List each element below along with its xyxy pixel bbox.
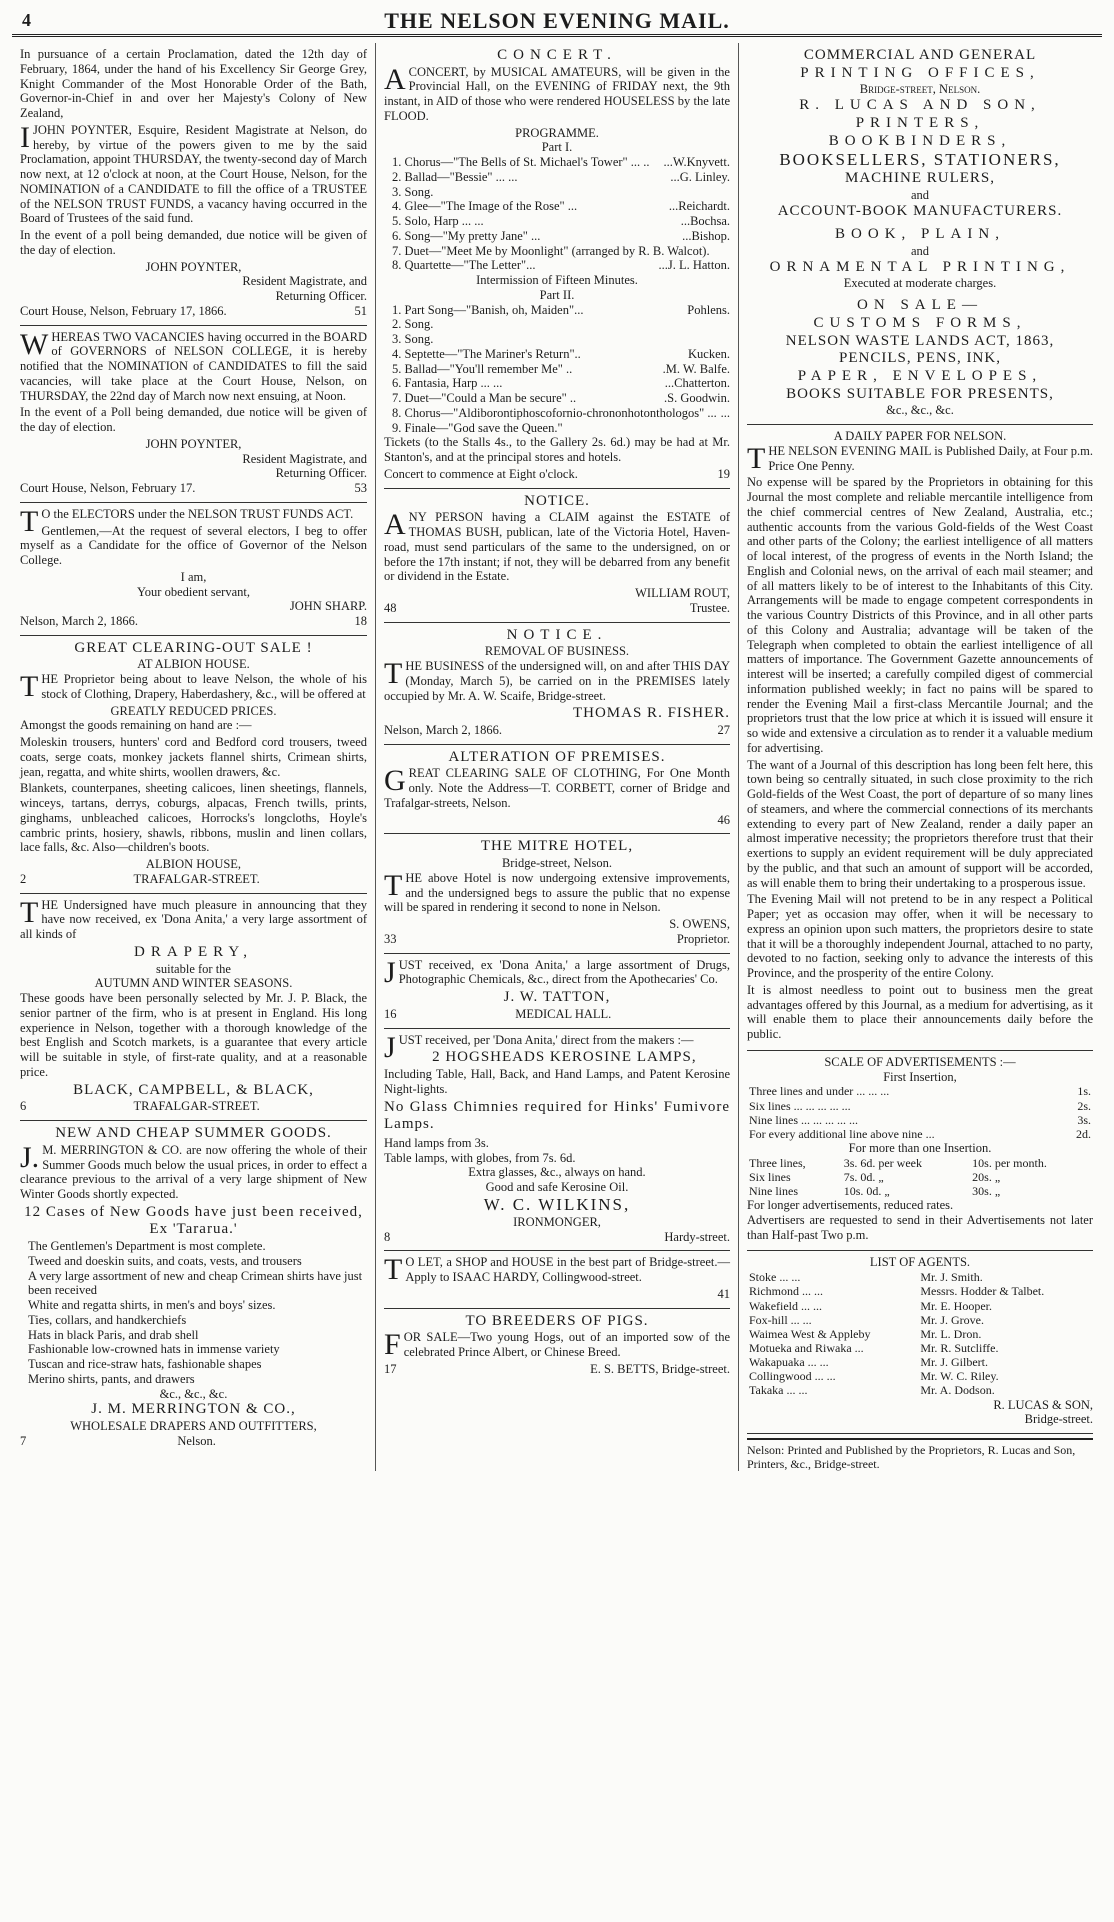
- list-item: White and regatta shirts, in men's and boys' sizes.: [28, 1298, 276, 1313]
- ad-body: Including Table, Hall, Back, and Hand Lamps, and Patent Kerosine Night-lights.: [384, 1067, 730, 1096]
- ad-heading: 2 HOGSHEADS KEROSINE LAMPS,: [432, 1049, 697, 1066]
- masthead: [12, 8, 1102, 37]
- closing: Your obedient servant,: [137, 584, 250, 599]
- ad-heading: THE MITRE HOTEL,: [480, 838, 634, 855]
- programme-list: [384, 155, 730, 273]
- programme-item: [392, 376, 730, 391]
- college-vacancies-notice: [20, 326, 367, 503]
- estate-notice: [384, 489, 730, 623]
- notice-intro: In pursuance of a certain Proclamation, dated the 12th day of February, 1864, under the hand of his Excellency Sir George Grey, Knight Commander of the Most Honorable Order of the Bath, Governor-in-Chief in and over her Majesty's Colony of New Zealand,: [20, 47, 367, 120]
- table-row: [747, 1327, 1093, 1341]
- programme-item: [392, 332, 730, 347]
- rates-table: [747, 1084, 1093, 1141]
- agent-place: Richmond ... ...: [749, 1284, 823, 1299]
- summer-goods-ad: [20, 1121, 367, 1455]
- ad-number: 48: [384, 600, 397, 615]
- ad-body: JUST received, ex 'Dona Anita,' a large assortment of Drugs, Photographic Chemicals, &c., direct from the Apothecaries' Co.: [384, 955, 730, 989]
- ad-heading: NEW AND CHEAP SUMMER GOODS.: [55, 1125, 332, 1142]
- signatory: JOHN POYNTER,: [145, 259, 242, 274]
- tatton-ad: [384, 954, 730, 1029]
- programme-composer: ...J. L. Hatton.: [658, 258, 730, 273]
- shop-street: TRAFALGAR-STREET.: [133, 871, 260, 886]
- trade-line: BOOKBINDERS,: [828, 132, 1012, 149]
- agent-name: Mr. J. Grove.: [920, 1312, 985, 1327]
- ad-body: TO LET, a SHOP and HOUSE in the best part of Bridge-street.—Apply to ISAAC HARDY, Collingwood-street.: [384, 1253, 730, 1287]
- programme-item: [392, 317, 730, 332]
- table-row: [747, 1369, 1093, 1383]
- trade-line: BOOK, PLAIN,: [835, 226, 1005, 243]
- programme-composer: ...G. Linley.: [670, 169, 730, 184]
- firm-name: BLACK, CAMPBELL, & BLACK,: [73, 1081, 314, 1098]
- programme-composer: ...Bishop.: [682, 228, 730, 243]
- ad-heading: PRINTING OFFICES,: [800, 64, 1040, 81]
- column-3: [738, 43, 1101, 1471]
- programme-title: 2. Song.: [392, 317, 434, 332]
- programme-title: 6. Song—"My pretty Jane" ...: [392, 228, 541, 243]
- ad-body: suitable for the: [156, 961, 231, 976]
- sale-item: PENCILS, PENS, INK,: [839, 350, 1001, 367]
- shop-street: Hardy-street.: [664, 1229, 730, 1244]
- agent-place: Wakapuaka ... ...: [749, 1355, 829, 1370]
- programme-composer: ...W.Knyvett.: [663, 155, 730, 170]
- price-line: Table lamps, with globes, from 7s. 6d.: [384, 1150, 576, 1165]
- signatory: E. S. BETTS, Bridge-street.: [590, 1361, 730, 1376]
- ad-heading: NOTICE.: [506, 626, 608, 643]
- ad-number: 8: [384, 1229, 391, 1244]
- table-row: [747, 1156, 1093, 1170]
- electors-notice: [20, 503, 367, 636]
- notice-place: Court House, Nelson, February 17.: [20, 481, 196, 495]
- firm-name: R. LUCAS AND SON,: [799, 97, 1041, 114]
- ad-subheading: GREATLY REDUCED PRICES.: [110, 703, 277, 718]
- agent-name: Messrs. Hodder & Talbet.: [920, 1284, 1045, 1299]
- programme-title: 7. Duet—"Meet Me by Moonlight" (arranged by R. B. Walcot).: [392, 243, 710, 258]
- rate-label: Nine lines ... ... ... ... ...: [749, 1112, 858, 1127]
- rate-price: 2s.: [1077, 1098, 1091, 1113]
- list-item: Hats in black Paris, and drab shell: [28, 1327, 199, 1342]
- table-row: [747, 1170, 1093, 1184]
- ad-heading: TO BREEDERS OF PIGS.: [465, 1312, 649, 1329]
- trade-line: ORNAMENTAL PRINTING,: [769, 258, 1071, 275]
- trade-line: PRINTERS,: [855, 114, 985, 131]
- ad-subheading: REMOVAL OF BUSINESS.: [484, 644, 630, 659]
- agent-place: Stoke ... ...: [749, 1270, 801, 1285]
- rate-month: 30s. „: [972, 1184, 1001, 1199]
- notice-poll: In the event of a Poll being demanded, due notice will be given of the day of election.: [20, 405, 367, 434]
- goods-list: Blankets, counterpanes, sheeting calicoes, linen sheetings, flannels, winceys, tartans, derrys, coburgs, alpacas, French twills, prints, ginghams, unbleached calicoes, Horrocks's longcloths, Hoyle's cambric prints, hosiery, shawls, ribbons, muslin and linen collars, lace falls, &c. Also—children's boots.: [20, 781, 367, 855]
- conjunction: and: [910, 187, 930, 202]
- programme-item: [392, 199, 730, 214]
- ad-number: 51: [354, 303, 367, 318]
- ad-heading: GREAT CLEARING-OUT SALE !: [74, 639, 313, 656]
- agent-place: Fox-hill ... ...: [749, 1312, 812, 1327]
- rate-label: Three lines and under ... ... ...: [749, 1084, 890, 1099]
- ad-subheading: PROGRAMME.: [515, 125, 599, 140]
- conjunction: and: [910, 244, 930, 259]
- programme-item: [392, 244, 730, 259]
- signatory: THOMAS R. FISHER.: [572, 705, 730, 722]
- programme-title: 2. Ballad—"Bessie" ... ...: [392, 169, 518, 184]
- programme-title: 5. Ballad—"You'll remember Me" ..: [392, 361, 573, 376]
- table-row: [747, 1270, 1093, 1284]
- shop-name: ALBION HOUSE,: [145, 857, 242, 872]
- ad-body: Amongst the goods remaining on hand are :—: [20, 718, 252, 733]
- rates-table: [747, 1156, 1093, 1198]
- agent-name: Mr. R. Sutcliffe.: [920, 1340, 999, 1355]
- ad-body: &c., &c., &c.: [159, 1386, 228, 1401]
- drapery-ad: [20, 894, 367, 1121]
- signatory: JOHN POYNTER,: [145, 436, 242, 451]
- ad-number: 16: [384, 1006, 397, 1021]
- agent-name: Mr. A. Dodson.: [920, 1383, 995, 1398]
- ad-body: For longer advertisements, reduced rates.: [747, 1198, 954, 1213]
- list-item: The Gentlemen's Department is most complete.: [28, 1239, 266, 1254]
- programme-title: 4. Glee—"The Image of the Rose" ...: [392, 199, 578, 214]
- ad-subheading: 12 Cases of New Goods have just been received, Ex 'Tararua.': [24, 1203, 363, 1238]
- notice-place: Court House, Nelson, February 17, 1866.: [20, 303, 227, 318]
- ad-body: Executed at moderate charges.: [843, 276, 997, 291]
- ad-body: THE BUSINESS of the undersigned will, on and after THIS DAY (Monday, March 5), be carried on in the PREMISES lately occupied by Mr. A. W. Scaife, Bridge-street.: [384, 657, 730, 703]
- agents-table: [747, 1270, 1093, 1397]
- firm-trade: IRONMONGER,: [513, 1214, 601, 1229]
- firm-name: J. M. MERRINGTON & CO.,: [91, 1401, 296, 1418]
- sale-item: BOOKS SUITABLE FOR PRESENTS,: [786, 385, 1054, 402]
- list-item: A very large assortment of new and cheap Crimean shirts have just been received: [28, 1268, 363, 1298]
- programme-item: [392, 170, 730, 185]
- signatory-role: Returning Officer.: [275, 289, 367, 303]
- table-row: [747, 1084, 1093, 1098]
- ad-heading: COMMERCIAL AND GENERAL: [803, 47, 1037, 63]
- rate-week: 10s. 0d. „: [843, 1184, 890, 1199]
- rate-label: Nine lines: [749, 1184, 798, 1199]
- programme-composer: ...Bochsa.: [680, 214, 730, 229]
- list-item: Fashionable low-crowned hats in immense variety: [28, 1342, 280, 1357]
- price-line: Hand lamps from 3s.: [384, 1135, 489, 1150]
- rate-label: Three lines,: [749, 1155, 806, 1170]
- programme-item: [392, 391, 730, 406]
- programme-title: 1. Chorus—"The Bells of St. Michael's Tower" ... ..: [392, 155, 650, 170]
- ad-number: 27: [717, 723, 730, 737]
- ad-body: THE Undersigned have much pleasure in announcing that they have now received, ex 'Dona Anita,' a very large assortment of all kinds of: [20, 895, 367, 942]
- programme-title: 8. Chorus—"Aldiborontiphoscofornio-chrononhotonthologos" ...: [392, 405, 717, 420]
- programme-composer: ...Chatterton.: [664, 376, 730, 391]
- firm-name: J. W. TATTON,: [503, 989, 611, 1006]
- concert-ad: [384, 43, 730, 489]
- ad-heading: TO the ELECTORS under the NELSON TRUST FUNDS ACT.: [20, 504, 354, 538]
- newspaper-page: [0, 8, 1114, 1922]
- daily-paper-notice: [747, 425, 1093, 1051]
- agent-name: Mr. J. Gilbert.: [920, 1355, 989, 1370]
- article-paragraph: THE NELSON EVENING MAIL is Published Daily, at Four p.m. Price One Penny.: [747, 441, 1093, 475]
- programme-title: 6. Fantasia, Harp ... ...: [392, 376, 503, 391]
- rate-week: 3s. 6d. per week: [843, 1155, 922, 1170]
- mitre-hotel-ad: [384, 834, 730, 953]
- ad-number: 18: [354, 614, 367, 628]
- ad-subheading: Bridge-street, Nelson.: [859, 82, 981, 97]
- programme-interval: Intermission of Fifteen Minutes.: [476, 273, 638, 288]
- firm-trade: WHOLESALE DRAPERS AND OUTFITTERS,: [70, 1419, 317, 1434]
- signatory-role: Resident Magistrate, and: [242, 451, 367, 466]
- rate-label: Six lines ... ... ... ... ...: [749, 1098, 851, 1113]
- notice-body: IJOHN POYNTER, Esquire, Resident Magistrate at Nelson, do hereby, by virtue of the powers given to me by the said Proclamation, appoint THURSDAY, the twenty-second day of March now next, at 12 o'clock at noon, at the Court House, Nelson, for the NOMINATION of a CANDIDATE to fill the office of a TRUSTEE of the NELSON TRUST FUNDS, a vacancy having occurred in the Board of Trustees of the said fund.: [20, 120, 367, 226]
- programme-item: [392, 258, 730, 273]
- table-row: [747, 1127, 1093, 1141]
- signatory-role: Proprietor.: [676, 931, 730, 946]
- shop-street: Bridge-street.: [1024, 1412, 1093, 1427]
- sale-item: PAPER, ENVELOPES,: [797, 367, 1043, 384]
- notice-place: Nelson, March 2, 1866.: [20, 614, 139, 628]
- article-paragraph: It is almost needless to point out to business men the great advantages offered by this Journal, as a medium for advertising, as it will enable them to place their announcements daily before the public.: [747, 982, 1093, 1042]
- trustee-notice: [20, 43, 367, 326]
- table-row: [747, 1355, 1093, 1369]
- ad-heading: DRAPERY,: [133, 943, 253, 960]
- firm-name: R. LUCAS & SON,: [993, 1397, 1093, 1412]
- table-row: [747, 1313, 1093, 1327]
- firm-trade: MEDICAL HALL.: [515, 1006, 612, 1021]
- ad-body: Tickets (to the Stalls 4s., to the Gallery 2s. 6d.) may be had at Mr. Stanton's, and at the principal stores and hotels.: [384, 435, 730, 465]
- goods-list: Moleskin trousers, hunters' cord and Bedford cord trousers, tweed coats, serge coats, monkey jackets flannel shirts, Crimean shirts, jean, regatta, and white shirts, woollen drawers, &c.: [20, 735, 367, 779]
- ad-number: 33: [384, 931, 397, 946]
- programme-part: Part II.: [539, 287, 575, 302]
- rate-label: Six lines: [749, 1169, 791, 1184]
- ad-body: These goods have been personally selected by Mr. J. P. Black, the senior partner of the firm, who is at present in England. His long experience in Nelson, together with a thorough knowledge of the best English and Scotch markets, is a guarantee that every article will be suitable in style, of first-rate quality, and at a reasonable price.: [20, 991, 367, 1079]
- to-let-ad: [384, 1251, 730, 1308]
- agent-name: Mr. W. C. Riley.: [920, 1369, 999, 1384]
- agent-name: Mr. L. Dron.: [920, 1326, 982, 1341]
- signatory: JOHN SHARP.: [289, 599, 367, 614]
- article-paragraph: The Evening Mail will not pretend to be in any respect a Political Paper; yet as occasion may offer, when it will be necessary to express an opinion upon such matters, the proprietors desire to state that it will be a thoroughly independent Journal, attached to no party, devoted to no faction, seeking only to advance the interests of this Province, and the prosperity of the entire Colony.: [747, 892, 1093, 981]
- list-item: Tweed and doeskin suits, and coats, vests, and trousers: [28, 1253, 302, 1268]
- table-row: [747, 1099, 1093, 1113]
- programme-title: 7. Duet—"Could a Man be secure" ..: [392, 391, 577, 406]
- clearing-sale-ad: [20, 636, 367, 894]
- sale-item: &c., &c., &c.: [886, 403, 954, 418]
- programme-title: 9. Finale—"God save the Queen.": [392, 420, 563, 435]
- ad-body: JUST received, per 'Dona Anita,' direct from the makers :—: [384, 1030, 694, 1064]
- trade-line: BOOKSELLERS, STATIONERS,: [779, 150, 1061, 170]
- advertising-rates: [747, 1051, 1093, 1252]
- programme-list: [384, 303, 730, 436]
- rate-month: 10s. per month.: [972, 1155, 1047, 1170]
- ad-body: J.M. MERRINGTON & CO. are now offering the whole of their Summer Goods much below the usual prices, in order to effect a clearance previous to the arrival of a very large shipment of New Winter Goods shortly expected.: [20, 1140, 367, 1201]
- ad-body: Advertisers are requested to send in their Advertisements not later than Half-past Two p.m.: [747, 1212, 1093, 1242]
- ad-subheading: For more than one Insertion.: [848, 1140, 992, 1155]
- programme-item: [392, 185, 730, 200]
- column-1: [12, 43, 375, 1471]
- rate-price: 1s.: [1077, 1084, 1091, 1099]
- ad-subheading: Bridge-street, Nelson.: [501, 856, 613, 871]
- notice-body: WHEREAS TWO VACANCIES having occurred in the BOARD of GOVERNORS of NELSON COLLEGE, it is hereby notified that the NOMINATION of CANDIDATES to fill the said vacancies, will take place at the Court House, Nelson, on THURSDAY, the 22nd day of March now next ensuing, at Noon.: [20, 327, 367, 403]
- rate-price: 3s.: [1077, 1112, 1091, 1127]
- closing: I am,: [180, 569, 207, 584]
- sale-item: CUSTOMS FORMS,: [813, 314, 1027, 331]
- programme-item: [392, 421, 730, 436]
- programme-item: [392, 406, 730, 421]
- alteration-ad: [384, 745, 730, 835]
- signatory-role: Returning Officer.: [275, 466, 367, 481]
- ad-body: GREAT CLEARING SALE OF CLOTHING, For One Month only. Note the Address—T. CORBETT, corner of Bridge and Trafalgar-streets, Nelson.: [384, 764, 730, 810]
- ad-body: Good and safe Kerosine Oil.: [485, 1180, 629, 1195]
- printing-offices-ad: [747, 43, 1093, 425]
- table-row: [747, 1341, 1093, 1355]
- list-item: Tuscan and rice-straw hats, fashionable shapes: [28, 1357, 262, 1372]
- programme-composer: ...: [720, 405, 730, 420]
- programme-title: 5. Solo, Harp ... ...: [392, 214, 484, 229]
- table-row: [747, 1113, 1093, 1127]
- ad-subheading: ON SALE—: [857, 297, 983, 314]
- ad-number: 7: [20, 1433, 27, 1448]
- list-item: Ties, collars, and handkerchiefs: [28, 1312, 187, 1327]
- agent-place: Wakefield ... ...: [749, 1298, 823, 1313]
- firm-name: W. C. WILKINS,: [483, 1194, 631, 1214]
- agents-list: [747, 1251, 1093, 1434]
- agent-name: Mr. E. Hooper.: [920, 1298, 993, 1313]
- programme-title: 1. Part Song—"Banish, oh, Maiden"...: [392, 302, 584, 317]
- removal-notice: [384, 623, 730, 745]
- table-row: [747, 1284, 1093, 1298]
- programme-part: Part I.: [541, 140, 573, 155]
- rate-week: 7s. 0d. „: [843, 1169, 884, 1184]
- trade-line: ACCOUNT-BOOK MANUFACTURERS.: [777, 202, 1063, 219]
- agent-name: Mr. J. Smith.: [920, 1270, 983, 1285]
- programme-composer: .M. W. Balfe.: [662, 361, 730, 376]
- ad-heading: LIST OF AGENTS.: [869, 1255, 971, 1270]
- newspaper-title: THE NELSON EVENING MAIL.: [384, 8, 730, 33]
- programme-title: 3. Song.: [392, 184, 434, 199]
- programme-composer: Kucken.: [688, 346, 730, 361]
- ad-body: Concert to commence at Eight o'clock.: [384, 466, 578, 481]
- trade-line: MACHINE RULERS,: [844, 170, 995, 187]
- ad-heading: NOTICE.: [524, 492, 590, 509]
- table-row: [747, 1184, 1093, 1198]
- signatory: WILLIAM ROUT,: [635, 586, 730, 601]
- ad-number: 53: [354, 481, 367, 495]
- programme-item: [392, 229, 730, 244]
- rate-price: 2d.: [1076, 1126, 1091, 1141]
- ad-body: Gentlemen,—At the request of several electors, I beg to offer myself as a Candidate for the office of Governor of the Nelson College.: [20, 523, 367, 567]
- notice-poll: In the event of a poll being demanded, due notice will be given of the day of election.: [20, 228, 367, 257]
- page-number: 4: [22, 10, 31, 30]
- rate-month: 20s. „: [972, 1169, 1001, 1184]
- kerosine-ad: [384, 1029, 730, 1252]
- programme-title: 8. Quartette—"The Letter"...: [392, 258, 536, 273]
- ad-number: 46: [717, 812, 730, 827]
- pigs-ad: [384, 1309, 730, 1383]
- ad-heading: A DAILY PAPER FOR NELSON.: [833, 429, 1007, 444]
- ad-body: Extra glasses, &c., always on hand.: [468, 1165, 646, 1180]
- ad-number: 17: [384, 1361, 397, 1376]
- table-row: [747, 1299, 1093, 1313]
- ad-body: THE Proprietor being about to leave Nelson, the whole of his stock of Clothing, Drapery, Haberdashery, &c., will be offered at: [20, 670, 367, 704]
- programme-title: 3. Song.: [392, 332, 434, 347]
- ad-number: 19: [717, 466, 730, 481]
- programme-item: [392, 347, 730, 362]
- ad-body: ANY PERSON having a CLAIM against the ESTATE of THOMAS BUSH, publican, late of the Victoria Hotel, Haven-road, must send particulars of the same to the undersigned, on or before the 17th instant; if not, they will be debarred from any benefit or dividend in the Estate.: [384, 508, 730, 584]
- article-paragraph: The want of a Journal of this description has long been felt here, this town being so centrally situated, in such close proximity to the rich Gold-fields of the West Coast, the port of departure of so many lines of steamers, and where the commercial connections of its merchants extending to every part of New Zealand, render a daily paper an almost imperative necessity; the proprietors therefore trust that their exertions to supply an evident requirement will be duly appreciated by the public, and that such an amount of support will be accorded, as will enable them to bring their undertaking to a prosperous issue.: [747, 757, 1093, 890]
- ad-subheading: AT ALBION HOUSE.: [137, 657, 250, 672]
- ad-number: 6: [20, 1099, 27, 1114]
- agent-place: Motueka and Riwaka ...: [749, 1340, 864, 1355]
- shop-street: Nelson.: [177, 1433, 216, 1448]
- signatory-role: Resident Magistrate, and: [242, 274, 367, 289]
- programme-item: [392, 214, 730, 229]
- programme-title: 4. Septette—"The Mariner's Return"..: [392, 346, 581, 361]
- ad-heading: ALTERATION OF PREMISES.: [448, 748, 666, 765]
- ad-body: THE above Hotel is now undergoing extensive improvements, and the undersigned begs to assure the public that no expense will be spared in rendering it second to none in Nelson.: [384, 868, 730, 915]
- article-paragraph: No expense will be spared by the Proprietors in obtaining for this Journal the most complete and reliable mercantile intelligence from the chief commercial centres of New Zealand, Australia, etc.; authentic accounts from the various Gold-fields of the West Coast and other parts of the Colony; the earliest intelligence of all matters of local interest, of the progress of events in the North Island; the English and Colonial news, on the arrival of each mail steamer; and of all matters likely to be of interest to the Inhabitants of this City. Arrangements will be made to engage competent correspondents in the various Country Districts of this Province, and in all other parts of this Colony and Australia; advantage will be taken of the Telegraph when completed to obtain the earliest intelligence of all matters of importance. The Government Gazette announcements of interest will be inserted; a carefully compiled digest of commercial information published weekly; in fact no pains will be spared to render the Evening Mail a first-class Mercantile Journal; and the proprietors trust that the low price at which it is issued will ensure it so wide and extensive a circulation as to render it a valuable medium for advertising.: [747, 475, 1093, 755]
- ad-subheading: AUTUMN AND WINTER SEASONS.: [94, 976, 293, 991]
- ad-subheading: No Glass Chimnies required for Hinks' Fumivore Lamps.: [384, 1098, 730, 1133]
- agent-place: Collingwood ... ...: [749, 1369, 836, 1384]
- goods-list: [20, 1239, 367, 1387]
- ad-subheading: First Insertion,: [883, 1069, 957, 1084]
- column-2: [375, 43, 738, 1471]
- ad-number: 2: [20, 871, 27, 886]
- ad-heading: SCALE OF ADVERTISEMENTS :—: [824, 1054, 1016, 1069]
- ad-body: ACONCERT, by MUSICAL AMATEURS, will be given in the Provincial Hall, on the EVENING of FRIDAY next, the 9th instant, in AID of those who were rendered HOUSELESS by the late FLOOD.: [384, 62, 730, 123]
- programme-item: [392, 362, 730, 377]
- table-row: [747, 1383, 1093, 1397]
- shop-street: TRAFALGAR-STREET.: [133, 1099, 260, 1114]
- signatory: S. OWENS,: [669, 917, 730, 932]
- agent-place: Takaka ... ...: [749, 1383, 808, 1398]
- list-item: Merino shirts, pants, and drawers: [28, 1371, 195, 1386]
- sale-item: NELSON WASTE LANDS ACT, 1863,: [785, 332, 1055, 349]
- programme-item: [392, 155, 730, 170]
- programme-item: [392, 303, 730, 318]
- imprint: Nelson: Printed and Published by the Proprietors, R. Lucas and Son, Printers, &c., Bridge-street.: [747, 1438, 1093, 1471]
- agent-place: Waimea West & Appleby: [749, 1326, 871, 1341]
- programme-composer: Pohlens.: [687, 302, 730, 317]
- ad-heading: CONCERT.: [497, 47, 617, 63]
- signatory-role: Trustee.: [689, 600, 730, 615]
- notice-place: Nelson, March 2, 1866.: [384, 723, 503, 737]
- ad-number: 41: [717, 1286, 730, 1301]
- programme-composer: .S. Goodwin.: [664, 391, 730, 406]
- rate-label: For every additional line above nine ...: [749, 1126, 935, 1141]
- programme-composer: ...Reichardt.: [668, 199, 730, 214]
- ad-body: FOR SALE—Two young Hogs, out of an imported sow of the celebrated Prince Albert, or Chinese Breed.: [384, 1328, 730, 1362]
